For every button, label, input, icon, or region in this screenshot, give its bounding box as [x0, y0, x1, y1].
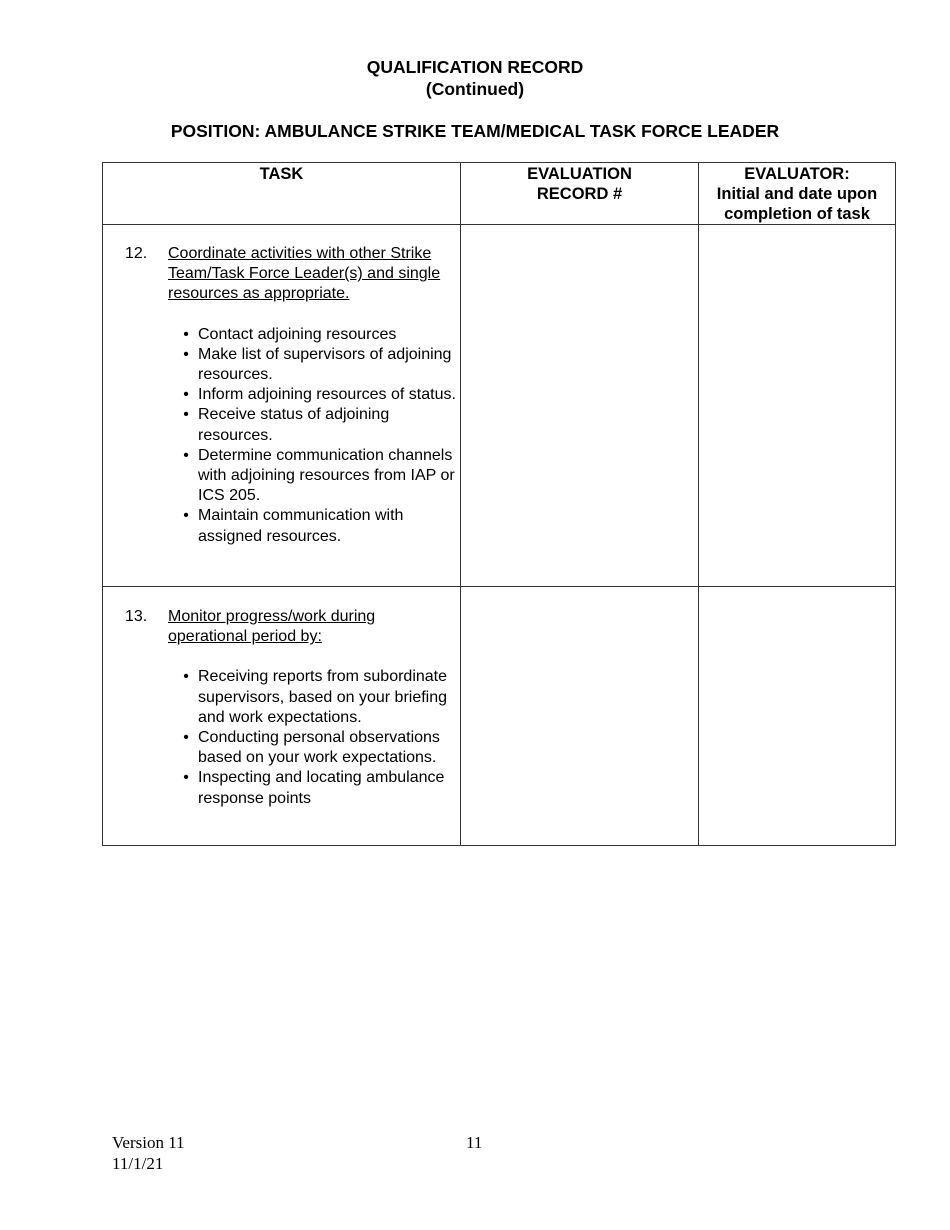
bullet-icon: •	[183, 406, 189, 424]
table-header-row	[103, 163, 896, 225]
page-number: 11	[466, 1133, 483, 1152]
list-item: • Make list of supervisors of adjoining resources.	[125, 345, 460, 385]
list-item: • Receive status of adjoining resources.	[125, 405, 460, 445]
bullet-icon: •	[183, 386, 189, 404]
footer-date: 11/1/21	[112, 1154, 164, 1173]
evaluation-record-cell[interactable]	[461, 587, 699, 846]
task-heading: Coordinate activities with other Strike Team/Task Force Leader(s) and single resources as appropriate.	[168, 245, 441, 303]
column-header-evaluation-record: EVALUATION RECORD #	[461, 163, 699, 225]
task-heading: Monitor progress/work during operational period by:	[168, 608, 376, 646]
bullet-icon: •	[183, 345, 189, 363]
task-cell	[103, 587, 461, 846]
task-number: 12.	[125, 245, 148, 262]
list-item: • Contact adjoining resources	[125, 325, 460, 345]
task-cell	[103, 225, 461, 587]
evaluation-record-cell[interactable]	[461, 225, 699, 587]
bullet-icon: •	[183, 446, 189, 464]
bullet-icon: •	[183, 507, 189, 525]
task-bullet-list	[125, 325, 460, 547]
bullet-icon: •	[183, 668, 189, 686]
list-item: • Determine communication channels with adjoining resources from IAP or ICS 205.	[125, 446, 460, 507]
page-title: QUALIFICATION RECORD	[366, 57, 584, 77]
table-row	[103, 587, 896, 846]
column-header-evaluator: EVALUATOR: Initial and date upon completion of task	[699, 163, 896, 225]
list-item: • Maintain communication with assigned resources.	[125, 506, 460, 546]
page-subtitle: (Continued)	[425, 79, 525, 99]
evaluator-cell[interactable]	[699, 587, 896, 846]
task-number: 13.	[125, 608, 148, 625]
position-title: POSITION: AMBULANCE STRIKE TEAM/MEDICAL TASK FORCE LEADER	[170, 121, 780, 141]
evaluator-cell[interactable]	[699, 225, 896, 587]
bullet-icon: •	[183, 729, 189, 747]
task-bullet-list	[125, 667, 460, 808]
column-header-task: TASK	[103, 163, 461, 225]
footer-version: Version 11	[112, 1133, 185, 1152]
qualification-table	[102, 162, 896, 846]
list-item: • Inform adjoining resources of status.	[125, 385, 460, 405]
list-item: • Inspecting and locating ambulance response points	[125, 768, 460, 808]
bullet-icon: •	[183, 769, 189, 787]
list-item: • Receiving reports from subordinate supervisors, based on your briefing and work expectations.	[125, 667, 460, 728]
bullet-icon: •	[183, 325, 189, 343]
list-item: • Conducting personal observations based on your work expectations.	[125, 728, 460, 768]
table-row	[103, 225, 896, 587]
